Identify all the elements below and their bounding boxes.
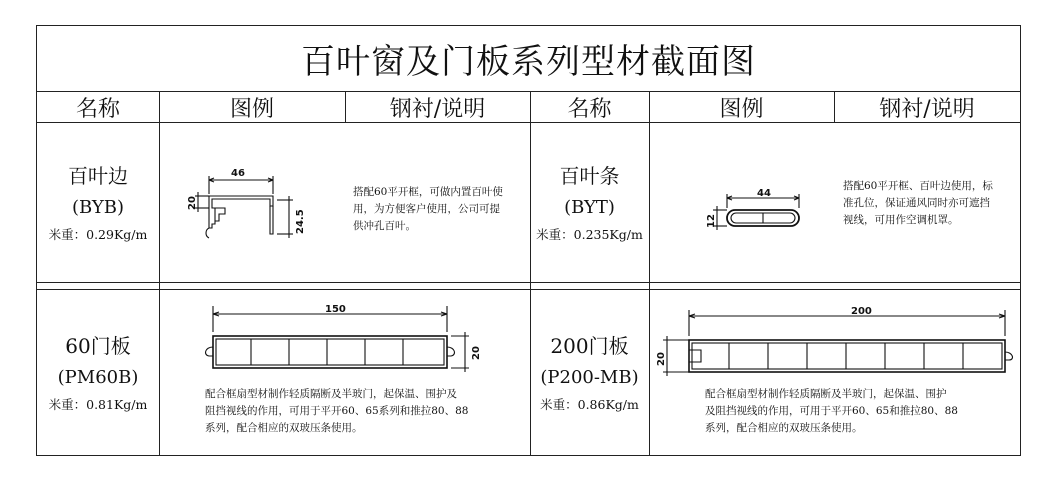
desc-line: 系列，配合相应的双玻压条使用。 xyxy=(705,422,863,434)
row-divider-a xyxy=(37,282,1020,283)
dim-height-label: 20 xyxy=(656,352,667,366)
product-byb-name-cell xyxy=(37,123,159,282)
product-weight: 米重：0.29Kg/m xyxy=(48,226,148,242)
dim-depth-label: 24.5 xyxy=(295,209,306,234)
product-byb-description xyxy=(353,184,523,235)
page-title: 百叶窗及门板系列型材截面图 xyxy=(301,42,756,82)
product-weight: 米重：0.81Kg/m xyxy=(48,397,148,412)
dim-width-label: 200 xyxy=(851,306,872,317)
row-divider-b xyxy=(37,289,1020,290)
product-weight: 米重：0.235Kg/m xyxy=(536,226,643,242)
product-name: 200门板 xyxy=(550,334,629,358)
product-code: (BYT) xyxy=(564,196,615,218)
product-name: 百叶边 xyxy=(68,163,128,188)
desc-line: 搭配60平开框，可做内置百叶使 xyxy=(353,186,503,198)
desc-line: 准孔位，保证通风同时亦可遮挡 xyxy=(843,197,990,209)
desc-line: 及阻挡视线的作用，可用于平开60、65和推拉80、88 xyxy=(705,405,958,417)
product-code: (BYB) xyxy=(71,196,125,218)
header-name-right: 名称 xyxy=(567,96,612,122)
col-divider-4 xyxy=(649,91,650,456)
dim-width-label: 150 xyxy=(325,304,346,315)
product-code: (P200-MB) xyxy=(540,367,639,388)
desc-line: 搭配60平开框、百叶边使用，标 xyxy=(843,180,993,192)
drawing-sheet xyxy=(36,25,1021,456)
header-note-right: 钢衬/说明 xyxy=(879,96,975,122)
desc-line: 用，为方便客户使用，公司可提 xyxy=(353,203,500,215)
byt-profile-drawing xyxy=(687,188,807,248)
product-pm60b-name-cell xyxy=(37,290,159,456)
dim-height-label: 12 xyxy=(706,214,717,228)
header-figure-left: 图例 xyxy=(229,96,274,122)
header-figure-right: 图例 xyxy=(719,96,764,122)
product-byt-name-cell xyxy=(530,123,649,282)
product-pm60b-description xyxy=(205,386,525,437)
header-note-left: 钢衬/说明 xyxy=(389,96,486,122)
product-byt-description xyxy=(843,178,1015,229)
desc-line: 视线，可用作空调机罩。 xyxy=(843,214,959,226)
header-divider xyxy=(37,122,1020,123)
p200mb-profile-drawing xyxy=(651,302,1021,382)
desc-line: 配合框扇型材制作轻质隔断及半玻门，起保温、围护 xyxy=(705,388,947,400)
byb-profile-drawing xyxy=(185,166,315,256)
dim-height-label: 20 xyxy=(471,346,482,360)
desc-line: 配合框扇型材制作轻质隔断及半玻门，起保温、围护及 xyxy=(205,388,457,400)
product-p200mb-description xyxy=(705,386,1015,437)
header-name-left: 名称 xyxy=(75,96,120,122)
dim-height-label: 20 xyxy=(187,196,198,210)
product-code: (PM60B) xyxy=(57,367,139,388)
dim-width-label: 46 xyxy=(231,168,245,179)
desc-line: 供冲孔百叶。 xyxy=(353,220,416,232)
pm60b-profile-drawing xyxy=(197,298,482,378)
desc-line: 系列，配合相应的双玻压条使用。 xyxy=(205,422,363,434)
col-divider-1 xyxy=(159,91,160,456)
product-p200mb-name-cell xyxy=(530,290,649,456)
product-weight: 米重：0.86Kg/m xyxy=(540,397,639,412)
dim-width-label: 44 xyxy=(757,188,771,199)
product-name: 百叶条 xyxy=(559,163,620,188)
desc-line: 阻挡视线的作用，可用于平开60、65系列和推拉80、88 xyxy=(205,405,469,417)
product-name: 60门板 xyxy=(65,334,131,358)
